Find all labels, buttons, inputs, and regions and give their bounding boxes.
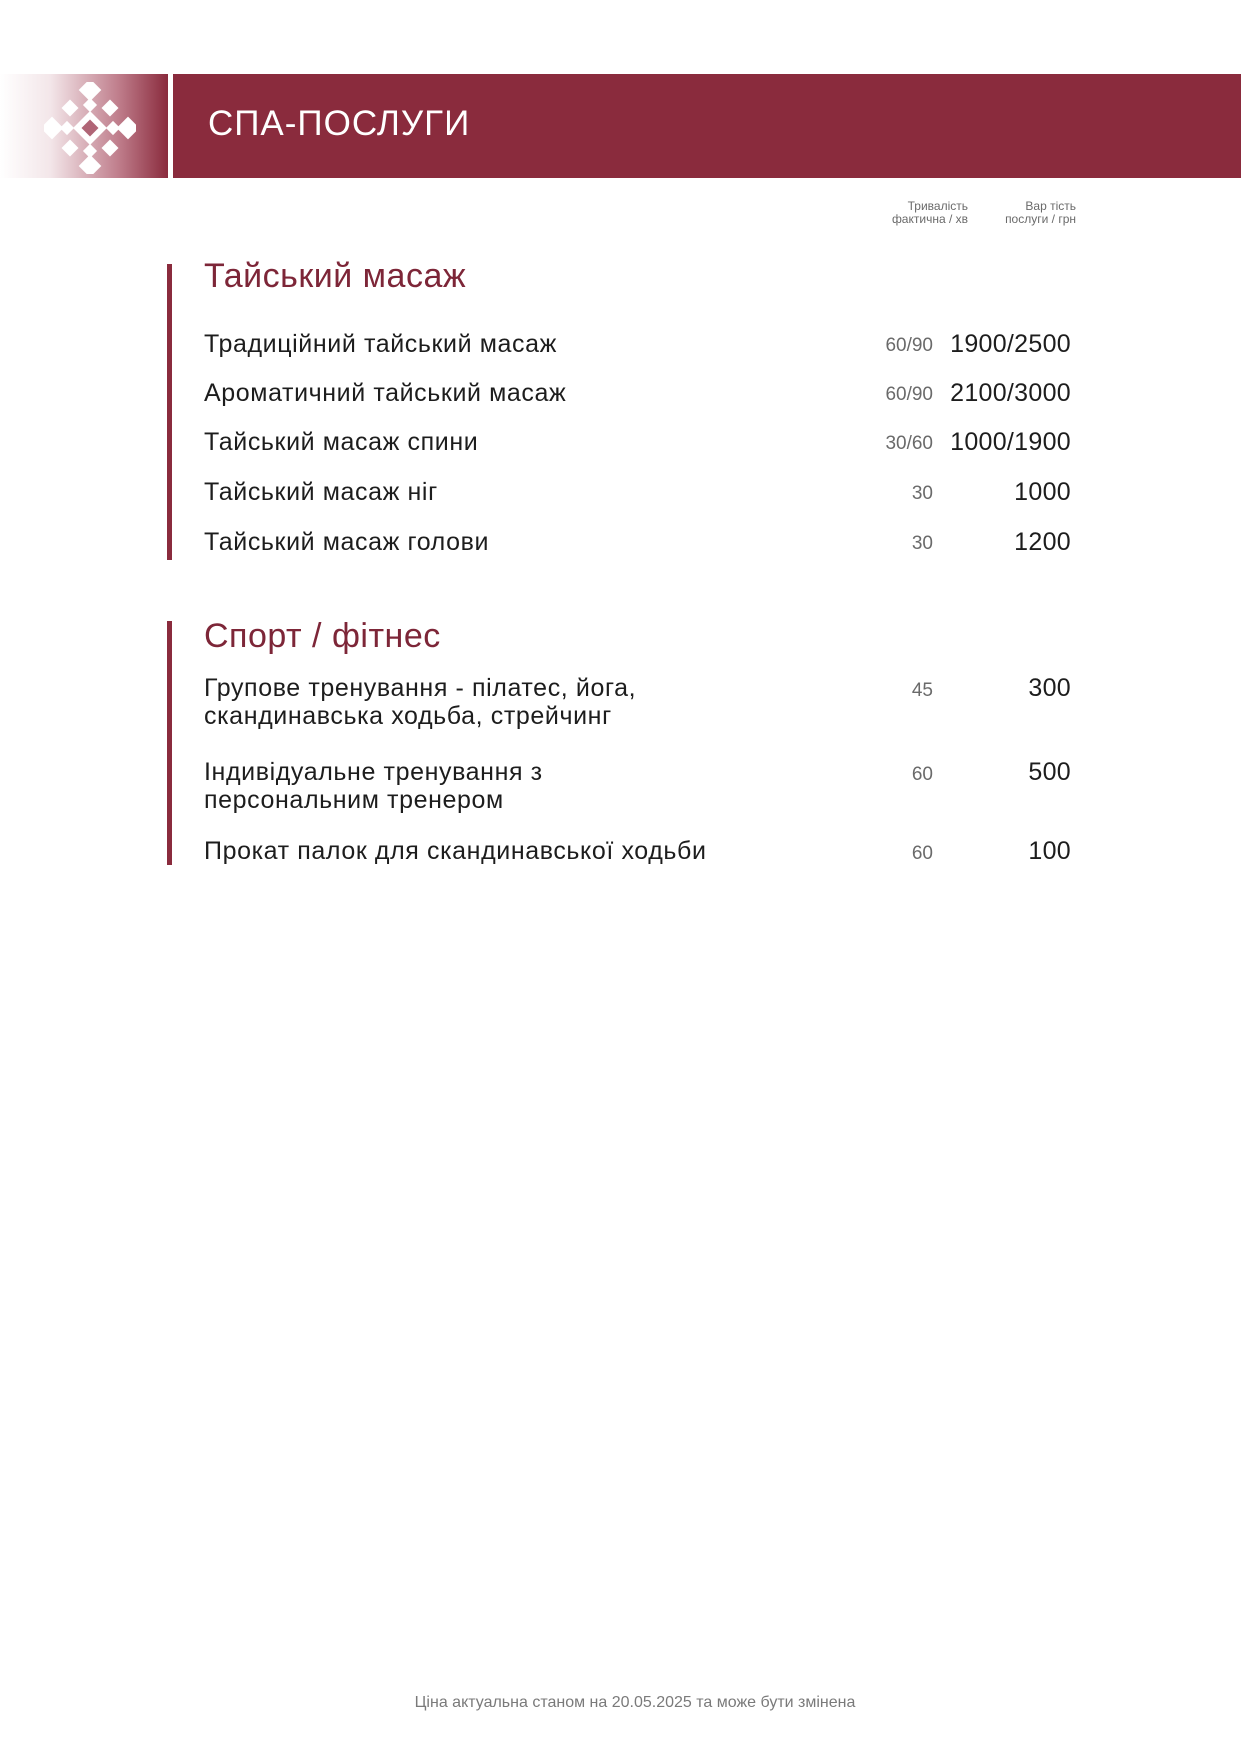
- item-price: 500: [1028, 758, 1071, 786]
- item-name: Традиційний тайський масаж: [204, 330, 557, 358]
- duration-column-header: [860, 200, 968, 226]
- duration-header-line1: Тривалість: [907, 199, 968, 213]
- item-duration: 30/60: [885, 433, 933, 454]
- section-accent-bar: [167, 621, 172, 865]
- item-name-line2: персональним тренером: [204, 786, 504, 814]
- item-name: Тайський масаж голови: [204, 528, 490, 556]
- header-logo-box: [0, 74, 168, 178]
- item-price: 1200: [1014, 528, 1071, 556]
- item-price: 1000/1900: [950, 428, 1071, 456]
- item-price: 100: [1028, 837, 1071, 865]
- section-title-thai-massage: Тайський масаж: [204, 257, 467, 295]
- price-column-header: [968, 200, 1076, 226]
- section-title-sport-fitness: Спорт / фітнес: [204, 617, 441, 655]
- price-header-line2: послуги / грн: [1005, 212, 1076, 226]
- section-accent-bar: [167, 264, 172, 560]
- item-price: 1900/2500: [950, 330, 1071, 358]
- item-name: Ароматичний тайський масаж: [204, 379, 567, 407]
- item-duration: 60: [911, 764, 933, 785]
- price-header-line1: Вар тість: [1025, 199, 1076, 213]
- duration-header-line2: фактична / хв: [891, 212, 968, 226]
- item-price: 300: [1028, 674, 1071, 702]
- item-name: Тайський масаж спини: [204, 428, 479, 456]
- page-title: СПА-ПОСЛУГИ: [208, 104, 471, 143]
- item-price: 1000: [1014, 478, 1071, 506]
- item-duration: 60: [911, 843, 933, 864]
- ornament-logo-icon: [44, 82, 136, 174]
- footer-price-note: Ціна актуальна станом на 20.05.2025 та може бути змінена: [414, 1694, 856, 1711]
- item-duration: 30: [911, 483, 933, 504]
- item-price: 2100/3000: [950, 379, 1071, 407]
- item-name: Тайський масаж ніг: [204, 478, 438, 506]
- item-name: Прокат палок для скандинавської ходьби: [204, 837, 707, 865]
- item-name-line1: Індивідуальне тренування з: [204, 758, 543, 786]
- item-duration: 30: [911, 533, 933, 554]
- item-duration: 60/90: [885, 335, 933, 356]
- item-name-line1: Групове тренування - пілатес, йога,: [204, 674, 637, 702]
- item-name-line2: скандинавська ходьба, стрейчинг: [204, 702, 612, 730]
- item-duration: 45: [911, 680, 933, 701]
- item-duration: 60/90: [885, 384, 933, 405]
